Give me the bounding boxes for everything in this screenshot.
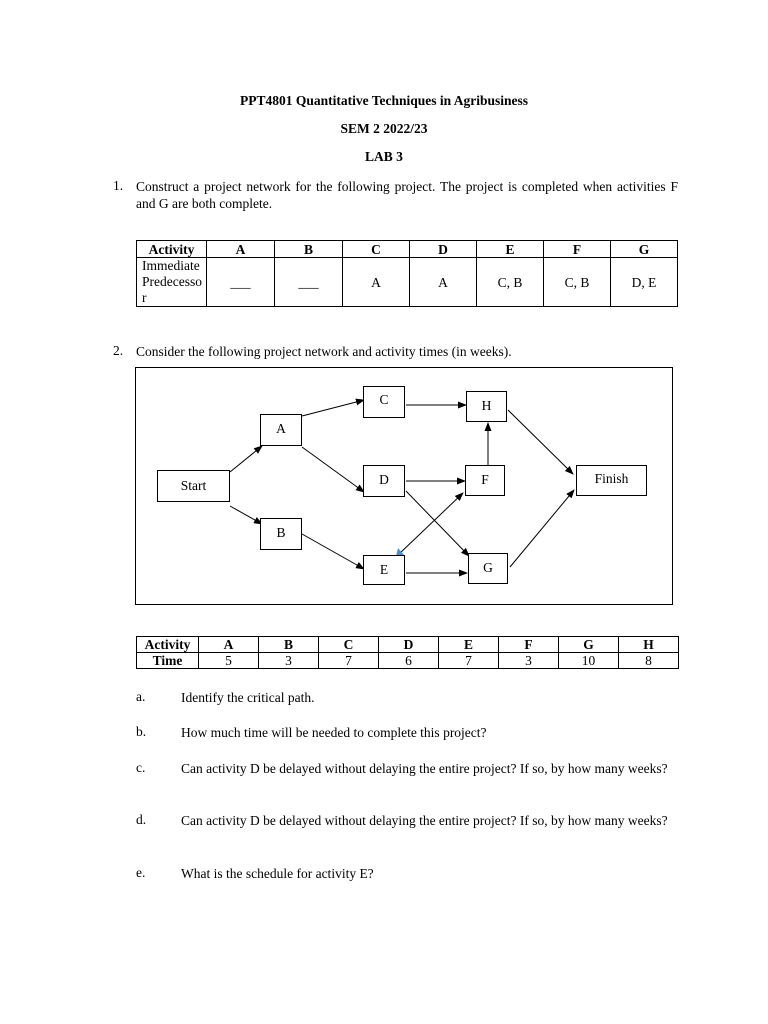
subquestion-c-text: Can activity D be delayed without delaying the entire project? If so, by how many weeks?	[181, 761, 668, 776]
node-d: D	[363, 465, 405, 497]
time-cell: 7	[319, 653, 379, 669]
edge-e-f	[398, 493, 463, 555]
semester-label: SEM 2 2022/23	[340, 121, 428, 136]
edge-h-finish	[508, 410, 573, 474]
time-cell: 8	[619, 653, 679, 669]
time-table-header-label: Activity	[137, 637, 199, 653]
subquestion-e-letter: e.	[136, 865, 146, 880]
subquestion-c-letter: c.	[136, 760, 146, 775]
predecessor-cell: C, B	[477, 258, 544, 307]
node-f: F	[465, 465, 505, 496]
activity-header: G	[559, 637, 619, 653]
predecessor-cell: D, E	[610, 258, 677, 307]
subquestion-b-letter: b.	[136, 724, 147, 739]
node-b: B	[260, 518, 302, 550]
time-cell: 6	[379, 653, 439, 669]
activity-header: B	[259, 637, 319, 653]
subquestion-e-text: What is the schedule for activity E?	[181, 866, 374, 881]
predecessor-cell: ___	[207, 258, 275, 307]
predecessor-cell: ___	[275, 258, 343, 307]
activity-time-table	[136, 636, 679, 669]
subquestion-a-letter: a.	[136, 689, 146, 704]
node-e: E	[363, 555, 405, 585]
node-a: A	[260, 414, 302, 446]
time-row-label: Time	[137, 653, 199, 669]
edge-start-a	[230, 446, 262, 472]
time-cell: 7	[439, 653, 499, 669]
project-network-diagram	[135, 367, 673, 605]
question-1-number: 1.	[113, 178, 124, 193]
activity-header: C	[343, 241, 410, 258]
activity-header: D	[410, 241, 477, 258]
subquestion-d-text: Can activity D be delayed without delaying the entire project? If so, by how many weeks?	[181, 813, 668, 828]
activity-header-label: Activity	[137, 241, 207, 258]
edge-start-b	[230, 506, 262, 524]
activity-header: E	[439, 637, 499, 653]
time-cell: 5	[199, 653, 259, 669]
predecessor-cell: C, B	[543, 258, 610, 307]
activity-header: A	[207, 241, 275, 258]
activity-header: E	[477, 241, 544, 258]
lab-label: LAB 3	[365, 149, 403, 164]
activity-header: B	[275, 241, 343, 258]
subquestion-b-text: How much time will be needed to complete this project?	[181, 725, 487, 740]
activity-header: D	[379, 637, 439, 653]
activity-header: F	[499, 637, 559, 653]
time-cell: 3	[499, 653, 559, 669]
predecessor-cell: A	[343, 258, 410, 307]
activity-header: G	[610, 241, 677, 258]
predecessor-table	[136, 240, 678, 307]
node-start: Start	[157, 470, 230, 502]
edge-d-g	[406, 491, 469, 556]
edge-a-c	[302, 400, 364, 416]
edge-g-finish	[510, 490, 574, 567]
time-cell: 10	[559, 653, 619, 669]
question-2-number: 2.	[113, 343, 124, 358]
subquestion-a-text: Identify the critical path.	[181, 690, 315, 705]
subquestion-d-letter: d.	[136, 812, 147, 827]
edge-b-e	[302, 534, 364, 569]
activity-header: A	[199, 637, 259, 653]
node-finish: Finish	[576, 465, 647, 496]
course-title: PPT4801 Quantitative Techniques in Agribusiness	[239, 93, 529, 108]
predecessor-cell: A	[410, 258, 477, 307]
node-h: H	[466, 391, 507, 422]
node-c: C	[363, 386, 405, 418]
edge-a-d	[302, 447, 364, 492]
question-2-text: Consider the following project network and activity times (in weeks).	[136, 344, 512, 359]
predecessor-row-label: Immediate Predecessor	[137, 258, 207, 307]
question-1-text: Construct a project network for the following project. The project is completed when activities F and G are both complete.	[136, 179, 678, 211]
activity-header: H	[619, 637, 679, 653]
activity-header: F	[543, 241, 610, 258]
activity-header: C	[319, 637, 379, 653]
time-cell: 3	[259, 653, 319, 669]
node-g: G	[468, 553, 508, 584]
